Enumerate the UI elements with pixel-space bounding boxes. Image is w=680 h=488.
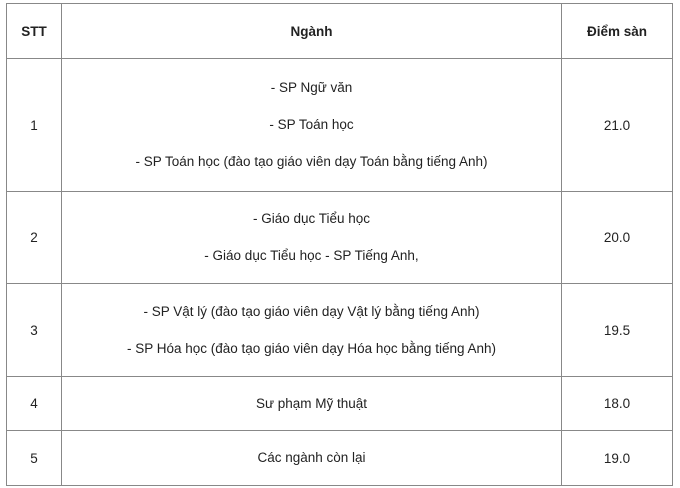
major-name: - SP Toán học [269,117,354,132]
admission-score-table [6,3,673,486]
major-name: - SP Ngữ văn [270,80,353,95]
header-min-score: Điểm sàn [562,4,673,59]
major-name: - Giáo dục Tiểu học - SP Tiếng Anh, [204,248,419,263]
score-cell: 19.0 [562,431,673,486]
score-cell: 20.0 [562,192,673,284]
stt-cell: 4 [7,377,62,431]
header-major: Ngành [62,4,562,59]
major-cell [62,284,562,377]
major-cell [62,431,562,486]
major-name: - SP Vật lý (đào tạo giáo viên dạy Vật lý bằng tiếng Anh) [143,303,480,319]
table-row [7,192,673,284]
stt-cell: 2 [7,192,62,284]
major-name: - SP Hóa học (đào tạo giáo viên dạy Hóa học bằng tiếng Anh) [126,340,496,356]
table-row [7,377,673,431]
stt-cell: 3 [7,284,62,377]
major-cell [62,377,562,431]
major-cell [62,192,562,284]
table-header-row [7,4,673,59]
stt-cell: 5 [7,431,62,486]
table-row [7,284,673,377]
score-cell: 18.0 [562,377,673,431]
stt-cell: 1 [7,59,62,192]
table-row [7,431,673,486]
header-stt: STT [7,4,62,59]
score-cell: 21.0 [562,59,673,192]
major-cell [62,59,562,192]
major-name: Các ngành còn lại [257,450,366,465]
major-name: - Giáo dục Tiểu học [252,211,371,226]
major-name: Sư phạm Mỹ thuật [255,395,368,411]
major-name: - SP Toán học (đào tạo giáo viên dạy Toán bằng tiếng Anh) [135,154,488,169]
table-row [7,59,673,192]
score-cell: 19.5 [562,284,673,377]
